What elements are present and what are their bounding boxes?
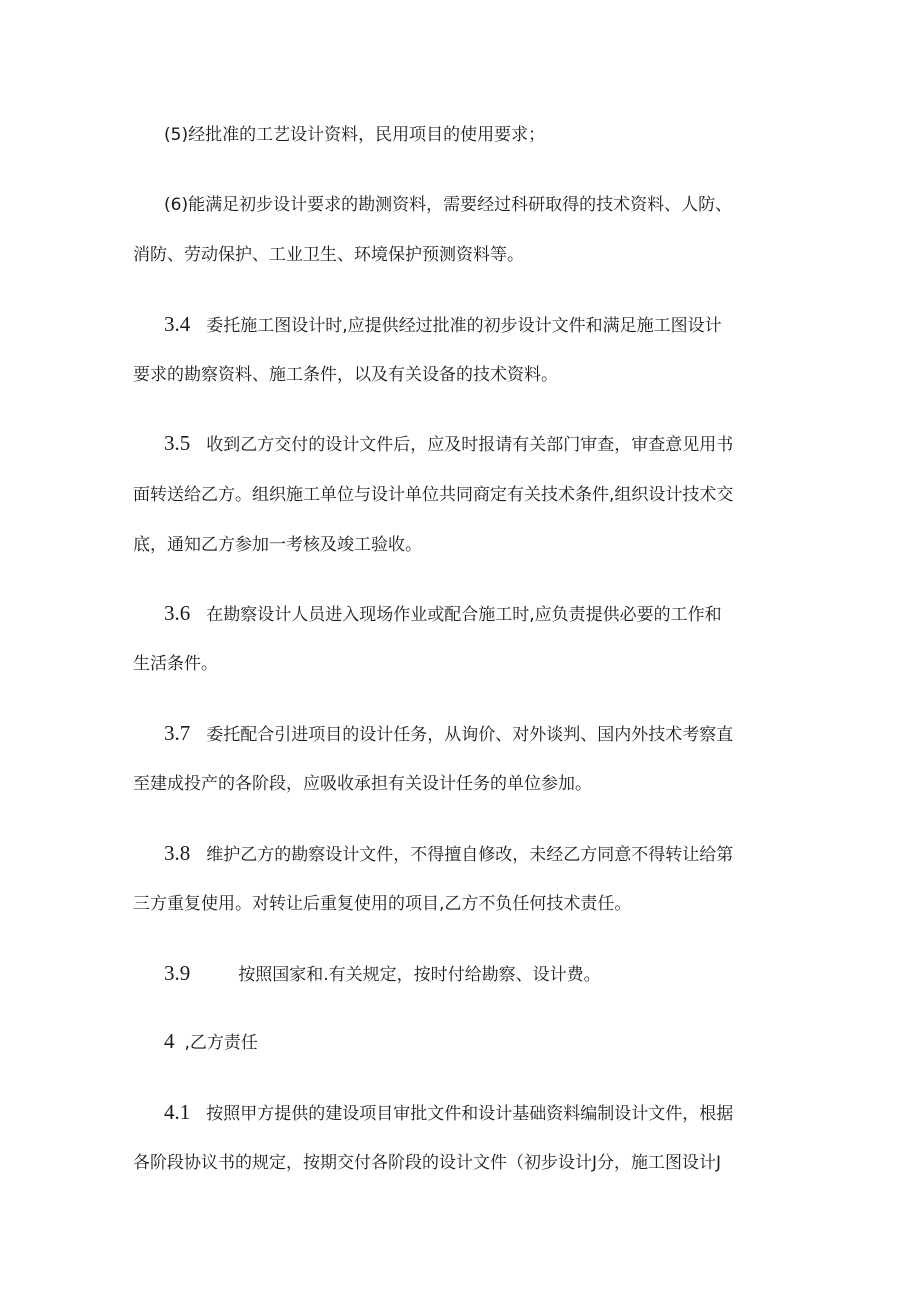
section-number: 4.1 xyxy=(164,1100,191,1124)
section-3-8-line-2 xyxy=(133,893,631,915)
section-3-5-line-3 xyxy=(133,534,422,556)
paragraph-5-text: (5)经批准的工艺设计资料，民用项目的使用要求； xyxy=(164,125,546,145)
paragraph-6-line-1 xyxy=(164,194,732,216)
paragraph-6-line-2 xyxy=(133,244,524,266)
section-text: 委托施工图设计时,应提供经过批准的初步设计文件和满足施工图设计 xyxy=(206,316,722,336)
section-3-7-line-1 xyxy=(164,722,733,746)
section-3-5-line-1 xyxy=(164,432,733,456)
section-text: 收到乙方交付的设计文件后，应及时报请有关部门审查，审查意见用书 xyxy=(206,435,734,455)
section-text-cont: 要求的勘察资料、施工条件，以及有关设备的技术资料。 xyxy=(133,365,558,385)
section-number: 3.9 xyxy=(164,961,191,985)
section-3-6-line-2 xyxy=(133,653,218,675)
section-text: 委托配合引进项目的设计任务，从询价、对外谈判、国内外技术考察直 xyxy=(206,725,734,745)
section-number: 3.8 xyxy=(164,841,191,865)
section-text-cont: 面转送给乙方。组织施工单位与设计单位共同商定有关技术条件,组织设计技术交 xyxy=(133,485,734,505)
section-4-1-line-1 xyxy=(164,1101,733,1125)
section-number: 3.5 xyxy=(164,431,191,455)
section-text-cont: 各阶段协议书的规定，按期交付各阶段的设计文件（初步设计J分，施工图设计J xyxy=(133,1153,722,1173)
section-4-1-line-2 xyxy=(133,1152,721,1174)
section-3-6-line-1 xyxy=(164,602,722,626)
paragraph-5 xyxy=(164,124,545,146)
section-number: 3.4 xyxy=(164,312,191,336)
paragraph-6-text-cont: 消防、劳动保护、工业卫生、环境保护预测资料等。 xyxy=(133,245,524,265)
section-3-5-line-2 xyxy=(133,484,733,506)
section-3-9 xyxy=(164,962,601,986)
paragraph-6-text: (6)能满足初步设计要求的勘测资料，需要经过科研取得的技术资料、人防、 xyxy=(164,195,733,215)
section-text: 在勘察设计人员进入现场作业或配合施工时,应负责提供必要的工作和 xyxy=(206,605,722,625)
section-3-4-line-2 xyxy=(133,364,558,386)
section-text-cont: 底，通知乙方参加一考核及竣工验收。 xyxy=(133,535,422,555)
section-text-cont: 至建成投产的各阶段，应吸收承担有关设计任务的单位参加。 xyxy=(133,774,592,794)
section-number: 4 xyxy=(164,1029,175,1053)
section-text: 维护乙方的勘察设计文件，不得擅自修改，未经乙方同意不得转让给第 xyxy=(206,845,734,865)
section-3-7-line-2 xyxy=(133,773,592,795)
section-number: 3.7 xyxy=(164,721,191,745)
section-text-cont: 三方重复使用。对转让后重复使用的项目,乙方不负任何技术责任。 xyxy=(133,894,632,914)
section-number: 3.6 xyxy=(164,601,191,625)
section-text: 按照国家和.有关规定，按时付给勘察、设计费。 xyxy=(238,965,601,985)
section-4-heading xyxy=(164,1030,258,1054)
section-heading-text: ,乙方责任 xyxy=(184,1033,258,1053)
section-3-8-line-1 xyxy=(164,842,733,866)
section-text: 按照甲方提供的建设项目审批文件和设计基础资料编制设计文件，根据 xyxy=(206,1104,734,1124)
section-text-cont: 生活条件。 xyxy=(133,654,218,674)
section-3-4-line-1 xyxy=(164,313,722,337)
